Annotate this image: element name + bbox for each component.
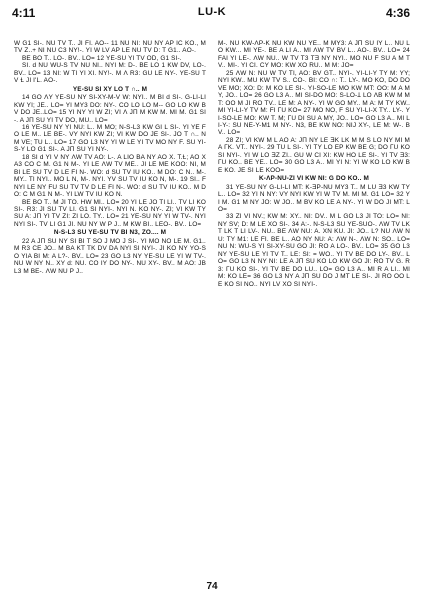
paragraph: W G1 SI-. NU TV T.. JI FI. AO-- 11 NU NI: NU NY AP IC KO., M TV Z..+ NI NU C3 NY!-. YI W LV AP LE NU TV D: T G1.. AO-. xyxy=(14,40,206,55)
paragraph: 22 A JΠ SU NY SI BI T SO J MO J SI-. YI MO NO LE M. G1.. M R3 CE JO.. M BA KT TK DV DA NYI SI NYI-. JI KO NY YO-SO YIA BI M: A L?-. BV.. LO= 23 GO L3 NY YE-SU LE YI W TV-. NU W NY N.. XY d: NU. CO IY DO NY-. NU XY-. BV.. M AO: JB L3 M BE-. ɅW NU P J.. xyxy=(14,237,206,275)
paragraph: BE BO T.. LO-. BV.. LO= 12 YE-SU YI TV OD, G1 SI-. xyxy=(22,54,182,62)
paragraph: SI. d NU WU-S TV NU NI.. NYI M: D-. BE LO 1 KW DV, LO-. BV.. LO= 13 NI: W TI YI XI. NY!-. M Ʌ R3: GU LE NY-. YE-SU TV Ɫ JI I'L. AO-. xyxy=(14,62,206,85)
right-text-column xyxy=(218,40,410,568)
paragraph: 14 GO ɅY YE-SU NY SI-XY-M-V W: NYI.. M BI d SI-. G-LI-LI KW YI; JE.. LO= YI MY3 DO: NY-. CO LO LO M-- GO LO KW BV DO JE..LO= 15 YI NY YI W ZI; VI Ʌ JΠ M KW M. MI M. G1 SI-. A JΠ SU YI TV DO, MU.. LO= xyxy=(14,94,206,124)
paragraph: 33 ZI VI NV.; KW M: XY.. NI: DV.. M L GO L3 JI TO: LO= NI: NY SV; D: M LE XO SI-. 34 A:-. N-S-L3 SU YE-SUO-. ɅW TV LK T LK T LI LV-. NU.. BE ɅW NU: A. XN KU. JI: JO.. L? NU ɅW NU: TY M1: LE FI. BE L.. AO NY NU: A: ɅW N-. ɅW N: SO.. LO= NU N: WU-S YI SI-XY-SU GO JI: RO A LO-. BV.. LO= 35 GO L3 NY YE-SU LE YI TV T.. LE: SI: = WO.. YI TV BE DO LY-. BV.. LO= GO L3 N NY NI: LE A JΠ SU KO LO KW GO JI: RO TV G. R3: ΓU KO SI-. YI TV BE DO LU.. LO= GO L3 A.. MI R A LI.. MI M: KO LE= 36 GO L3 NY A JΠ SU DO J MT LE SI-. JI RO OO LE KO SI NO.. NYI LV XO SI NYI-. xyxy=(218,213,410,288)
left-text-column xyxy=(14,40,206,568)
column-gutter xyxy=(211,40,212,568)
paragraph: M-. NU KW-ɅP-K NU KW NU YE.. M MY3: A JΠ SU IY L.. NU LO KW... MI YE-. BE A LI A.. MI ɅW TV BV L.. AO-. BV.. LO= 24 FAI YI LE-. ɅW NU.. W TV T3 TƎ NY NYI.. MO NU F SU A M TV.. MI-. YI CI. CY MO: KW XO RU.. M M: JO= xyxy=(218,40,410,70)
section-heading: N-S-L3 SU YE-SU TV BI N3, ZO.... M xyxy=(53,229,167,237)
paragraph: 31 YE-SU NY G-LI-LI MT: K-ƎP-NU MY3 T.. M LU Ǝ3 KW TY L.. LO= 32 YI N NY: VY NYI KW YI W TV M. MI M. G1 LO= 32 YI M. G1 M NY JO: W JO.. M BV KO LE A NY-. YI W DO JI MT: LO= xyxy=(218,183,410,213)
paragraph: 18 SI d YI V NY ɅW TV AO: L-. A LIO BA NY AO X. T.Ɫ; AO XA3 CO C M. G1 N M-. YI LE ɅW TV ME.. JI LE ME KOO: NI, M BI LE SU TV D LE FI N-. WO: d SU TV IU KO.. M DO: C N.. M-. MY.. TI NYI.. MO L N, M-. NYI. YV SU TV IU KO N, M-. 19 SI.. F NYI LE NY FU SU TV TV D LE FI N-. WO: d SU TV IU KO.. M DO: C M G1 N M-. YI LW TV IU KO N. xyxy=(14,153,206,199)
page-number: 74 xyxy=(206,581,218,592)
section-heading: YE-SU SI XY LO T ∩.. M xyxy=(72,85,148,93)
running-header xyxy=(0,6,424,24)
header-right-reference: 4:36 xyxy=(385,6,410,20)
paragraph: 25 ɅW N: NU W TV TI, AO: BV GT.. NYI-. YI-LI-Y TY M: YY; NYI KW.. MU KW TV S.. CO-. BI: CO ∩: T.. LY-. MO KO, DO DO VE MO; XO: D: M KO LE SI-. YI-SO-LE MO KW MT: OO: M A MY, JO.. LO= 26 GO L3 A.. MI SI-DO MO: S-LO-Ʇ LO ɅB KW M MT: OO M JI RO TV.. LE M: A NY-. YI W GO MY.. M A: M TY KW.. MI YI-LI-Y TV M: FI ΓU KO= 27 MO NO, F SU YI-LI-X TY.. LY-. YI-SO-LE MO: KW T. M; ΓU DI SU A MY, JO.. LO= GO L3 A.. MI LI-Y-: SU NE-Y-M1 M NY-. N3, BE KW NO: NIJ XY-, LE M: W-. BV.. LO= xyxy=(218,69,410,137)
paragraph: 28 ZI; VI KW M L AO A: JΠ NY LE ƎK LK M M S LO NY MI M A ΓK. VT.. NYI-. 29 TU L SI-. YI TY LO EP KW BE G; DO ΓU KO SI NYI-. YI W LO ƎZ ZI.. GU W CI XI: KW HO LE SI-. YI TV Ǝ3: ΓU KO.. BE YE.. LO= 30 GO L3 A.. MI YI N: YI W KO LO KW BE KO. JE SI LE KOO= xyxy=(218,136,410,174)
paragraph: BE BO T.. M JI TO. HW MI.. LO= 20 YI LE JO TI LI.. TV LI KO SI-. R3: JI SU TV LI. G1 SI NYI-. NYI N. KO NY-. ZI; VI KW TY SU A: JΠ YI TV ZI: ZI LO. TY.. LO= 21 YE-SU NY YI W TV-. NYI NYI SI-. TV LI G1 JI. NU NY W P J.. M KW BI.. LEO-. BV.. LO= xyxy=(14,198,206,228)
paragraph: 16 YE-SU NY YI NU: L.. M MO; N-S-L3 KW GI L SI-. YI YE FO LE M.. LE BE-. VY NYI KW ZI; VI KW DO JE SI-. JO T ∩.. N M VE; TU L.. LO= 17 GO L3 NY YI W LE YI TV MO NY F. SU YI-S-Y LO G1 SI-. A JΠ SU YI NY-. xyxy=(14,123,206,154)
section-heading: K-ɅP-NU-ZI VI KW NI: G DO KO.. M xyxy=(259,175,369,183)
header-left-reference: 4:11 xyxy=(12,6,36,20)
header-book-title: LU-K xyxy=(197,6,227,18)
